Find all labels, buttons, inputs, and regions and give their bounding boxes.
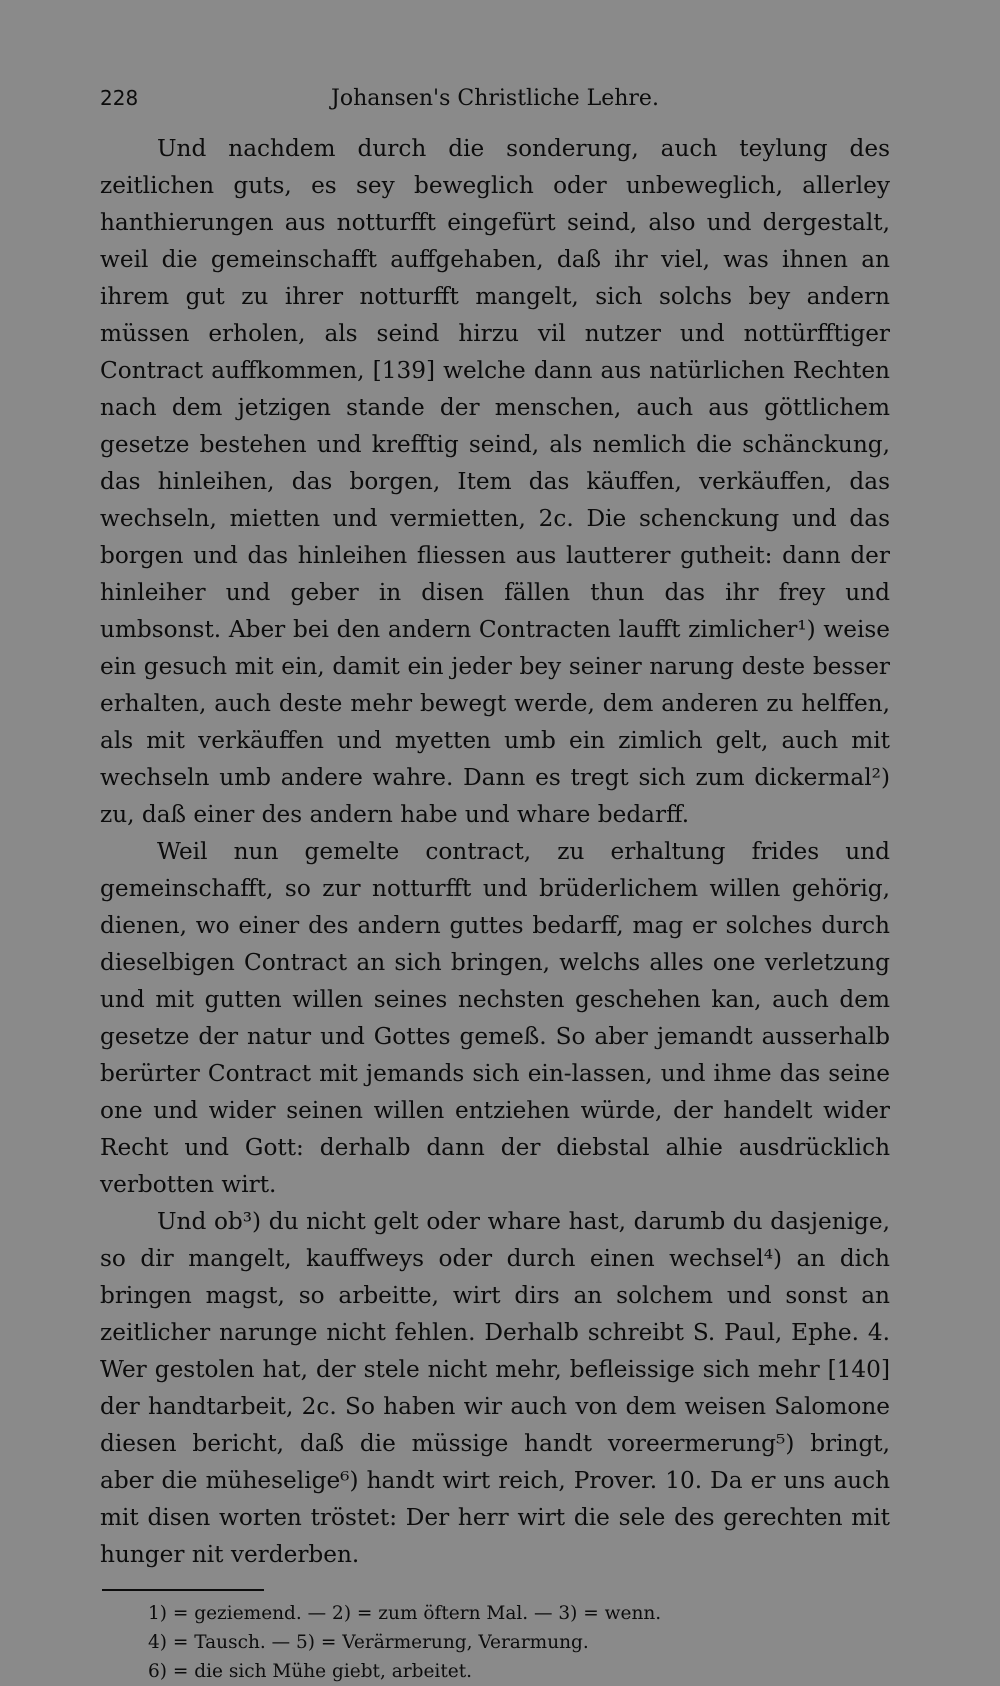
footnote-line-2: 4) = Tausch. — 5) = Verärmerung, Verarmung. bbox=[148, 1632, 589, 1653]
footnote-divider bbox=[102, 1589, 264, 1591]
paragraph-2: Weil nun gemelte contract, zu erhaltung frides und gemeinschafft, so zur notturfft und brüderlichem willen gehörig, dienen, wo einer des andern guttes bedarff, mag er solches durch dieselbigen Contract an sich bringen, welchs alles one verletzung und mit gutten willen seines nechsten geschehen kan, auch dem gesetze der natur und Gottes gemeß. So aber jemandt ausserhalb berürter Contract mit jemands sich ein-lassen, und ihme das seine one und wider seinen willen entziehen würde, der handelt wider Recht und Gott: derhalb dann der diebstal alhie ausdrücklich verbotten wirt. bbox=[100, 838, 890, 1198]
footnotes bbox=[100, 1599, 890, 1686]
footnote-line-3: 6) = die sich Mühe giebt, arbeitet. bbox=[148, 1661, 473, 1682]
running-title: Johansen's Christliche Lehre. bbox=[331, 86, 659, 111]
book-page bbox=[100, 80, 890, 1686]
page-header bbox=[100, 80, 890, 124]
paragraph-1: Und nachdem durch die sonderung, auch teylung des zeitlichen guts, es sey beweglich oder unbeweglich, allerley hanthierungen aus notturfft eingefürt seind, also und dergestalt, weil die gemeinschafft auffgehaben, daß ihr viel, was ihnen an ihrem gut zu ihrer notturfft mangelt, sich solchs bey andern müssen erholen, als seind hirzu vil nutzer und nottürfftiger Contract auffkommen, [139] welche dann aus natürlichen Rechten nach dem jetzigen stande der menschen, auch aus göttlichem gesetze bestehen und krefftig seind, als nemlich die schänckung, das hinleihen, das borgen, Item das käuffen, verkäuffen, das wechseln, mietten und vermietten, 2c. Die schenckung und das borgen und das hinleihen fliessen aus lautterer gutheit: dann der hinleiher und geber in disen fällen thun das ihr frey und umbsonst. Aber bei den andern Contracten laufft zimlicher¹) weise ein gesuch mit ein, damit ein jeder bey seiner narung deste besser erhalten, auch deste mehr bewegt werde, dem anderen zu helffen, als mit verkäuffen und myetten umb ein zimlich gelt, auch mit wechseln umb andere wahre. Dann es tregt sich zum dickermal²) zu, daß einer des andern habe und whare bedarff. bbox=[100, 135, 890, 828]
footnote-line-1: 1) = geziemend. — 2) = zum öftern Mal. — 3) = wenn. bbox=[148, 1603, 662, 1624]
page-number: 228 bbox=[100, 86, 139, 110]
body-text bbox=[100, 130, 890, 1573]
paragraph-3: Und ob³) du nicht gelt oder whare hast, darumb du dasjenige, so dir mangelt, kauffweys oder durch einen wechsel⁴) an dich bringen magst, so arbeitte, wirt dirs an solchem und sonst an zeitlicher narunge nicht fehlen. Derhalb schreibt S. Paul, Ephe. 4. Wer gestolen hat, der stele nicht mehr, befleissige sich mehr [140] der handtarbeit, 2c. So haben wir auch von dem weisen Salomone diesen bericht, daß die müssige handt voreermerung⁵) bringt, aber die müheselige⁶) handt wirt reich, Prover. 10. Da er uns auch mit disen worten tröstet: Der herr wirt die sele des gerechten mit hunger nit verderben. bbox=[100, 1208, 890, 1568]
